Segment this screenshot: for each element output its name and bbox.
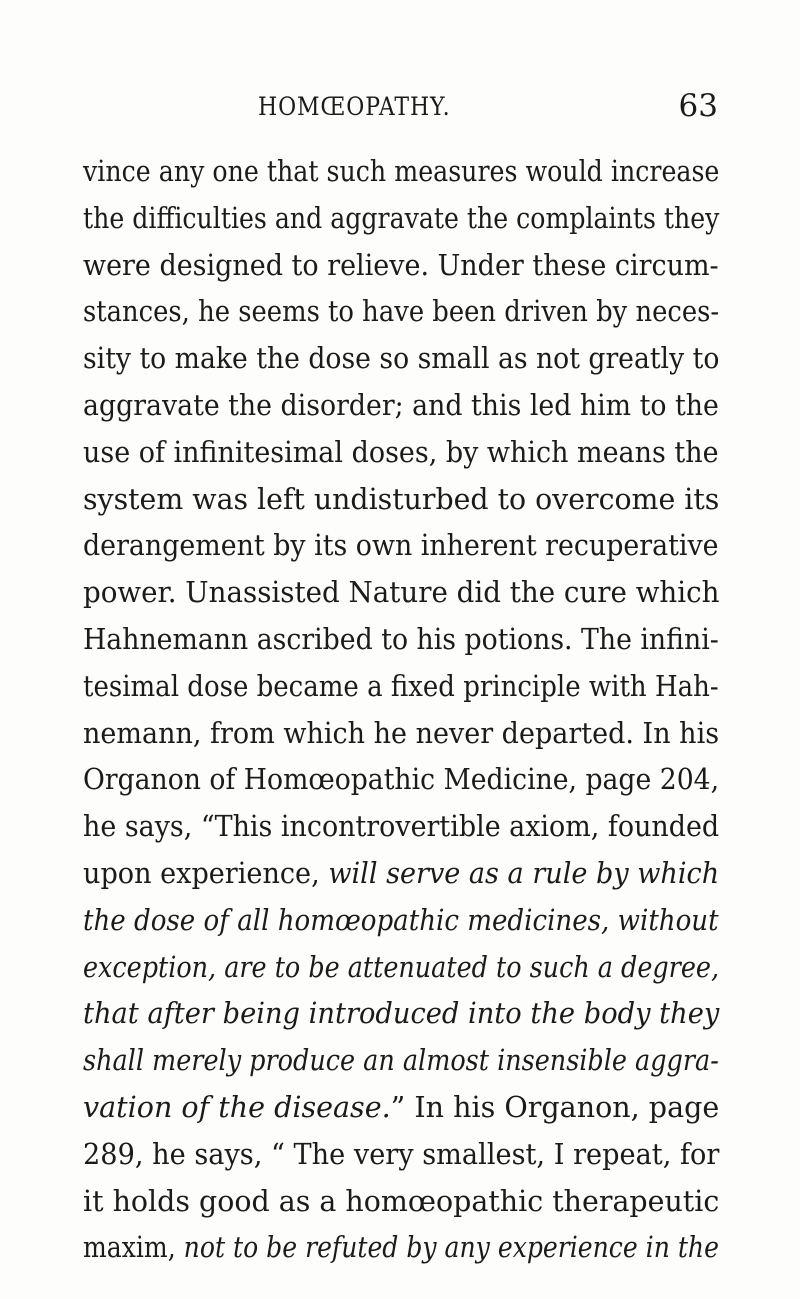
text-run: system was left undisturbed to overcome its	[83, 481, 720, 516]
text-run: maxim,	[83, 1230, 184, 1265]
text-run: ” In his Organon, page	[390, 1089, 720, 1124]
italic-text-run: will serve as a rule by which	[328, 855, 720, 890]
text-run: the difficulties and aggravate the complaints they	[83, 200, 720, 235]
italic-text-run: exception, are to be attenuated to such a degree,	[83, 949, 720, 984]
text-line	[83, 716, 719, 763]
text-run: were designed to relieve. Under these circum-	[83, 247, 719, 282]
text-line	[83, 1090, 719, 1137]
text-run: aggravate the disorder; and this led him to the	[83, 387, 719, 422]
text-run: nemann, from which he never departed. In his	[83, 715, 720, 750]
italic-text-run: shall merely produce an almost insensible aggra-	[83, 1043, 719, 1078]
text-line	[83, 809, 719, 856]
text-line	[83, 294, 719, 341]
text-line	[83, 1137, 719, 1184]
text-run: power. Unassisted Nature did the cure which	[83, 575, 720, 610]
running-title: HOMŒOPATHY.	[258, 92, 451, 121]
text-line	[83, 1184, 719, 1231]
text-line	[83, 622, 719, 669]
text-line	[83, 856, 719, 903]
text-line	[83, 669, 719, 716]
italic-text-run: vation of the disease.	[83, 1089, 391, 1124]
text-run: use of infinitesimal doses, by which means the	[83, 434, 719, 469]
text-line	[83, 950, 719, 997]
text-run: 289, he says, “ The very smallest, I repeat, for	[83, 1136, 720, 1171]
text-run: upon experience,	[83, 855, 329, 890]
text-line	[83, 435, 719, 482]
text-line	[83, 341, 719, 388]
italic-text-run: not to be refuted by any experience in the	[183, 1230, 719, 1265]
text-line	[83, 154, 719, 201]
text-run: it holds good as a homœopathic therapeutic	[83, 1183, 720, 1218]
text-line	[83, 903, 719, 950]
text-run: tesimal dose became a fixed principle with Hah-	[83, 668, 719, 703]
text-line	[83, 575, 719, 622]
text-run: Hahnemann ascribed to his potions. The infini-	[83, 621, 719, 656]
page-number: 63	[678, 88, 718, 124]
italic-text-run: the dose of all homœopathic medicines, without	[83, 902, 719, 937]
text-line	[83, 528, 719, 575]
text-line	[83, 762, 719, 809]
text-run: he says, “This incontrovertible axiom, founded	[83, 809, 720, 844]
text-line	[83, 482, 719, 529]
body-text	[83, 154, 719, 1277]
text-run: derangement by its own inherent recuperative	[83, 528, 719, 563]
text-line	[83, 1043, 719, 1090]
text-run: stances, he seems to have been driven by neces-	[83, 294, 720, 329]
text-line	[83, 201, 719, 248]
text-line	[83, 996, 719, 1043]
running-head	[258, 88, 718, 128]
text-run: Organon of Homœopathic Medicine, page 204,	[83, 762, 720, 797]
text-line	[83, 1230, 719, 1277]
italic-text-run: that after being introduced into the body they	[83, 996, 720, 1031]
text-run: sity to make the dose so small as not greatly to	[83, 341, 720, 376]
text-line	[83, 388, 719, 435]
text-run: vince any one that such measures would increase	[83, 154, 720, 188]
text-line	[83, 248, 719, 295]
